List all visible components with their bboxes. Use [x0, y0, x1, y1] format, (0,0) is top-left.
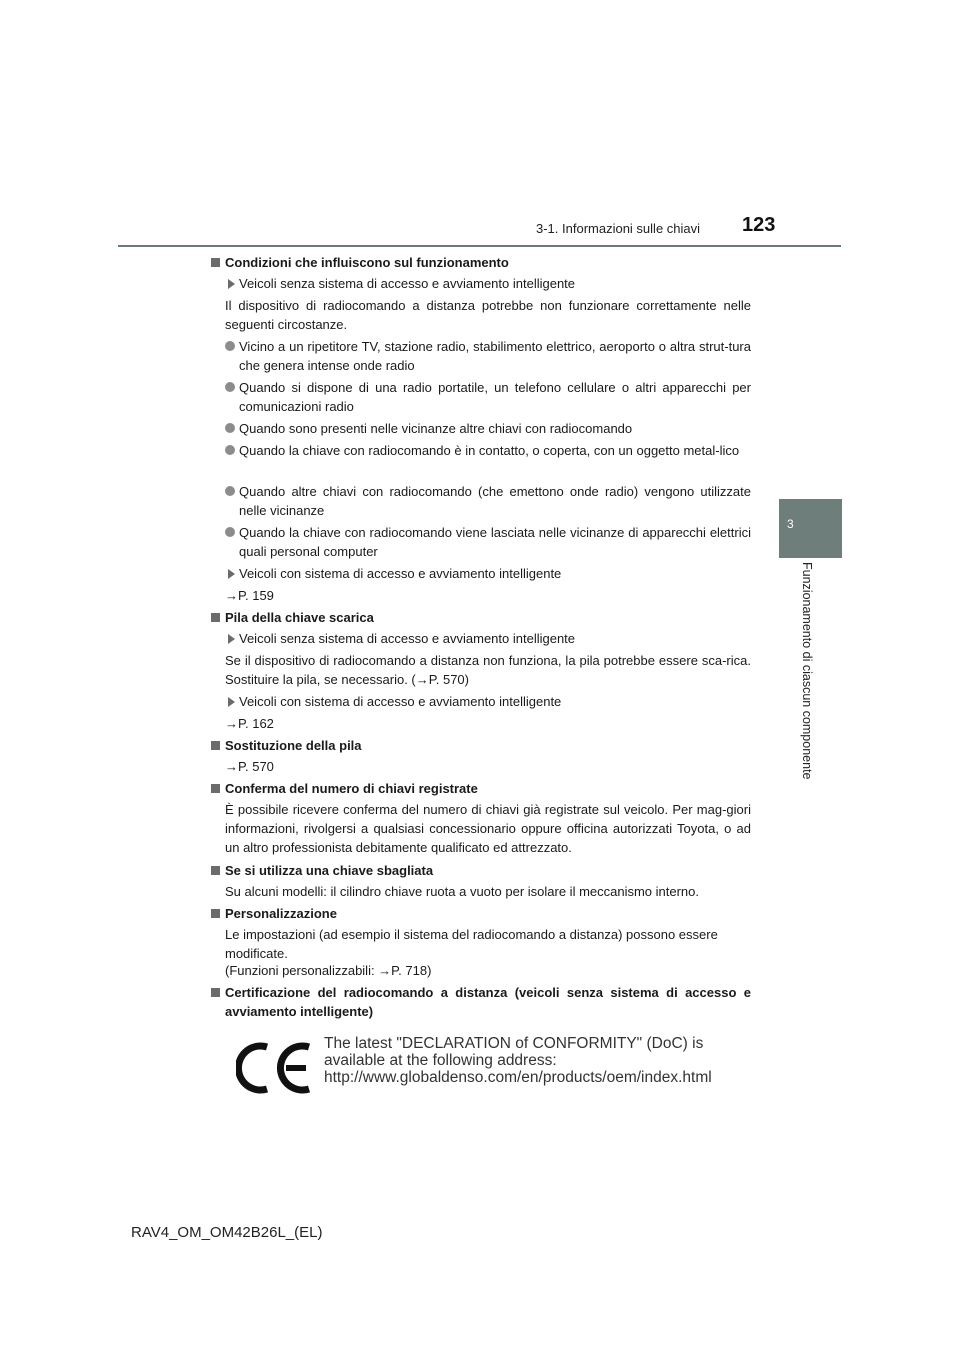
- circle-bullet-icon: [225, 382, 235, 392]
- square-bullet-icon: [211, 741, 220, 750]
- section-title: Condizioni che influiscono sul funzionamento: [211, 253, 751, 272]
- triangle-bullet-icon: [228, 279, 235, 289]
- square-bullet-icon: [211, 613, 220, 622]
- variant-line: Veicoli con sistema di accesso e avviamento intelligente: [211, 692, 751, 711]
- page-reference: (Funzioni personalizzabili: →P. 718): [225, 963, 432, 978]
- circle-bullet-icon: [225, 486, 235, 496]
- list-item: Quando si dispone di una radio portatile, un telefono cellulare o altri apparecchi per comunicazioni radio: [211, 378, 751, 416]
- square-bullet-icon: [211, 988, 220, 997]
- list-item: Quando la chiave con radiocomando è in contatto, o coperta, con un oggetto metal-lico: [211, 441, 751, 460]
- chapter-label: Funzionamento di ciascun componente: [800, 562, 814, 780]
- ce-mark-icon: [236, 1041, 312, 1095]
- ce-declaration: [236, 1035, 716, 1099]
- section-battery: Pila della chiave scarica: [211, 608, 751, 627]
- circle-bullet-icon: [225, 423, 235, 433]
- triangle-bullet-icon: [228, 569, 235, 579]
- triangle-bullet-icon: [228, 697, 235, 707]
- page-reference: →P. 159: [225, 588, 274, 603]
- paragraph: Su alcuni modelli: il cilindro chiave ruota a vuoto per isolare il meccanismo interno.: [225, 884, 700, 899]
- ce-url: http://www.globaldenso.com/en/products/oem/index.html: [324, 1069, 712, 1086]
- chapter-label-container: [800, 562, 820, 792]
- variant-line: Veicoli con sistema di accesso e avviamento intelligente: [211, 564, 751, 583]
- paragraph: Il dispositivo di radiocomando a distanza potrebbe non funzionare correttamente nelle seguenti circostanze.: [225, 298, 751, 332]
- circle-bullet-icon: [225, 445, 235, 455]
- section-conditions: [211, 253, 751, 272]
- section-replacement: Sostituzione della pila: [211, 736, 751, 755]
- list-item: Quando sono presenti nelle vicinanze altre chiavi con radiocomando: [211, 419, 751, 438]
- page-reference: →P. 162: [225, 716, 274, 731]
- section-heading: 3-1. Informazioni sulle chiavi: [536, 221, 701, 236]
- paragraph: È possibile ricevere conferma del numero di chiavi già registrate sul veicolo. Per mag-giori informazioni, rivolgersi a qualsiasi concessionario oppure officina autorizzati Toyota, o ad un altro professionista debitamente qualificato ed attrezzato.: [225, 802, 751, 855]
- page-reference: →P. 570: [225, 759, 274, 774]
- document-code: RAV4_OM_OM42B26L_(EL): [131, 1224, 323, 1241]
- variant-line: Veicoli senza sistema di accesso e avviamento intelligente: [211, 274, 751, 293]
- paragraph: Se il dispositivo di radiocomando a distanza non funziona, la pila potrebbe essere sca-rica. Sostituire la pila, se necessario. (→P. 570): [225, 653, 751, 687]
- variant-line: Veicoli senza sistema di accesso e avviamento intelligente: [211, 629, 751, 648]
- ce-notice-text: The latest "DECLARATION of CONFORMITY" (DoC) is available at the following address: http://www.globaldenso.com/en/products/oem/index.html: [324, 1035, 712, 1086]
- square-bullet-icon: [211, 258, 220, 267]
- list-item: Quando altre chiavi con radiocomando (che emettono onde radio) vengono utilizzate nelle vicinanze: [211, 482, 751, 520]
- list-item: Quando la chiave con radiocomando viene lasciata nelle vicinanze di apparecchi elettrici quali personal computer: [211, 523, 751, 561]
- list-item: Vicino a un ripetitore TV, stazione radio, stabilimento elettrico, aeroporto o altra strut-tura che genera intense onde radio: [211, 337, 751, 375]
- header-divider: [118, 245, 841, 247]
- section-customization: Personalizzazione: [211, 904, 751, 923]
- section-key-count: Conferma del numero di chiavi registrate: [211, 779, 751, 798]
- section-certification: Certificazione del radiocomando a distanza (veicoli senza sistema di accesso e avviamento intelligente): [211, 983, 751, 1021]
- page-number: 123: [742, 214, 776, 236]
- square-bullet-icon: [211, 909, 220, 918]
- triangle-bullet-icon: [228, 634, 235, 644]
- chapter-number: 3: [787, 517, 794, 531]
- paragraph: Le impostazioni (ad esempio il sistema del radiocomando a distanza) possono essere modificate.: [225, 927, 718, 961]
- square-bullet-icon: [211, 866, 220, 875]
- circle-bullet-icon: [225, 341, 235, 351]
- circle-bullet-icon: [225, 527, 235, 537]
- section-wrong-key: Se si utilizza una chiave sbagliata: [211, 861, 751, 880]
- square-bullet-icon: [211, 784, 220, 793]
